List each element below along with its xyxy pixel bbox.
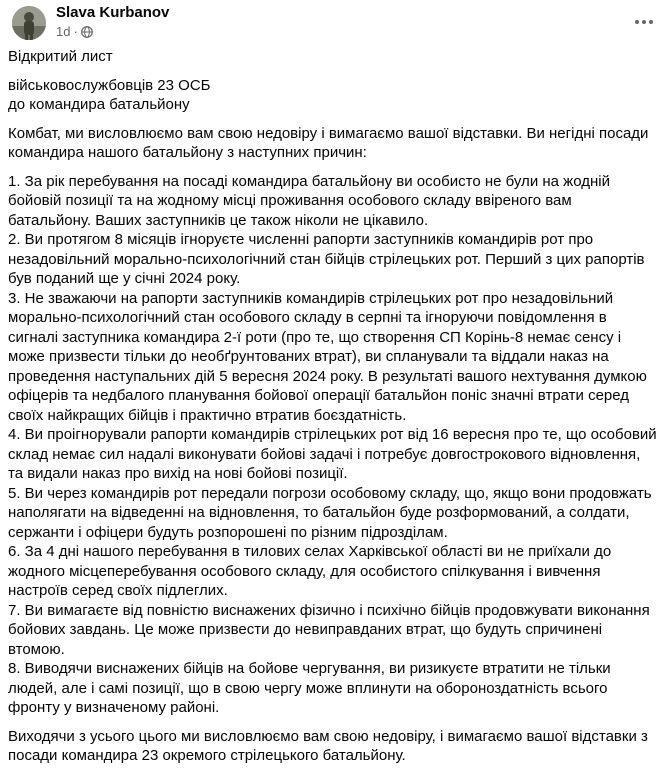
author-name[interactable]: Slava Kurbanov [56, 4, 170, 21]
post-time[interactable]: 1d [56, 24, 71, 39]
letter-from: військовослужбовців 23 ОСБ [8, 76, 211, 94]
list-item: 5. Ви через командирів рот передали погрози особовому складу, що, якщо вони продовжать наполягати на відведенні на відновлення, то батальйон буде розформований, а солдати, сержанти і офіцери будуть розпорошені по різним підрозділам. [8, 484, 652, 541]
letter-conclusion: Виходячи з усього цього ми висловлюємо вам свою недовіру, і вимагаємо вашої відставки з посади командира 23 окремого стрілецького батальйону. [8, 727, 648, 764]
letter-title: Відкритий лист [8, 48, 113, 65]
meta-separator: · [73, 24, 78, 39]
list-item: 7. Ви вимагаєте від повністю виснажених фізично і психічно бійців продовжувати виконання бойових завдань. Це може призвести до невиправданих втрат, що будуть спричинені втомою. [8, 601, 650, 658]
post-header [0, 0, 668, 44]
list-item: 8. Виводячи виснажених бійців на бойове чергування, ви ризикуєте втратити не тільки людей, але і самі позиції, що в свою чергу може вплинути на обороноздатність всього фронту у визначеному районі. [8, 660, 611, 716]
letter-intro: Комбат, ми висловлюємо вам свою недовіру і вимагаємо вашої відставки. Ви негідні посади командира нашого батальйону з наступних причин: [8, 124, 649, 161]
list-item: 4. Ви проігнорували рапорти командирів стрілецьких рот від 16 вересня про те, що особовий склад немає сил надалі виконувати бойові задачі і потребує довгострокового відновлення, та видали наказ про вихід на нові бойові позиції. [8, 426, 657, 482]
globe-icon [81, 26, 93, 38]
post-meta [56, 24, 93, 40]
list-item: 2. Ви протягом 8 місяців ігноруєте численні рапорти заступників командирів рот про незадовільний морально-психологічний стан бійців стрілецьких рот. Перший з цих рапортів був поданий ще у січні 2024 року. [8, 231, 645, 287]
list-item: 1. За рік перебування на посаді командира батальйону ви особисто не були на жодній бойовій позиції та на жодному місці проживання особового складу ввіреного вам батальйону. Ваших заступників це також ніколи не цікавило. [8, 172, 610, 229]
post-text [8, 47, 658, 766]
more-options-icon [634, 19, 654, 25]
list-item: 6. За 4 дні нашого перебування в тилових селах Харківської області ви не приїхали до жодного місцеперебування особового складу, для особистого спілкування і вивчення настроїв серед своїх підлеглих. [8, 543, 612, 599]
avatar-image [12, 6, 46, 40]
more-options-button[interactable] [632, 10, 656, 34]
letter-to: до командира батальйону [8, 96, 190, 113]
avatar[interactable] [12, 6, 46, 40]
list-item: 3. Не зважаючи на рапорти заступників командирів стрілецьких рот про незадовільний морально-психологічний стан особового складу в серпні та ігноруючи повідомлення в сигналі заступника командира 2-ї роти (про те, що створення СП Корінь-8 немає сенсу і може призвести тільки до необґрунтованих втрат), ви спланували та віддали наказ на проведення наступальних дій 5 вересня 2024 року. В результаті вашого нехтування думкою офіцерів та недбалого планування бойової операції батальйон поніс значні втрати серед своїх найкращих бійців і практично втратив боєздатність. [8, 289, 647, 424]
